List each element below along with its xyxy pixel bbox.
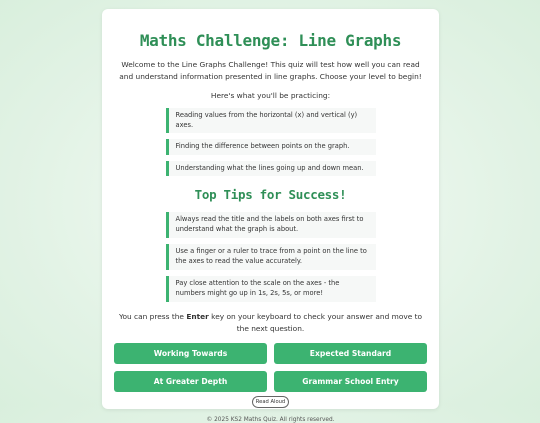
tip-item: Pay close attention to the scale on the axes - the numbers might go up in 1s, 2s, 5s, or more! bbox=[166, 276, 376, 302]
read-aloud-button[interactable]: Read Aloud bbox=[252, 396, 289, 408]
level-buttons bbox=[114, 343, 427, 392]
enter-note-after: key on your keyboard to check your answer and move to the next question. bbox=[208, 312, 423, 333]
practice-item: Finding the difference between points on the graph. bbox=[166, 139, 376, 155]
footer-text: © 2025 KS2 Maths Quiz. All rights reserved. bbox=[206, 417, 335, 423]
tip-item: Always read the title and the labels on both axes first to understand what the graph is about. bbox=[166, 212, 376, 238]
level-working-towards-button[interactable]: Working Towards bbox=[114, 343, 267, 364]
enter-note-before: You can press the bbox=[118, 312, 187, 321]
enter-key-note bbox=[114, 311, 427, 334]
practice-item: Reading values from the horizontal (x) and vertical (y) axes. bbox=[166, 108, 376, 133]
practice-heading: Here's what you'll be practicing: bbox=[210, 91, 331, 100]
intro-text: Welcome to the Line Graphs Challenge! This quiz will test how well you can read and understand information presented in line graphs. Choose your level to begin! bbox=[119, 60, 422, 81]
practice-list bbox=[166, 108, 376, 176]
enter-key-label: Enter bbox=[186, 312, 209, 321]
tip-item: Use a finger or a ruler to trace from a point on the line to the axes to read the value accurately. bbox=[166, 244, 376, 270]
page-title: Maths Challenge: Line Graphs bbox=[139, 31, 402, 50]
level-expected-standard-button[interactable]: Expected Standard bbox=[274, 343, 427, 364]
practice-item: Understanding what the lines going up and down mean. bbox=[166, 161, 376, 177]
level-greater-depth-button[interactable]: At Greater Depth bbox=[114, 371, 267, 392]
tips-list bbox=[166, 212, 376, 302]
quiz-card bbox=[102, 9, 439, 423]
level-grammar-school-button[interactable]: Grammar School Entry bbox=[274, 371, 427, 392]
tips-heading: Top Tips for Success! bbox=[194, 187, 347, 202]
